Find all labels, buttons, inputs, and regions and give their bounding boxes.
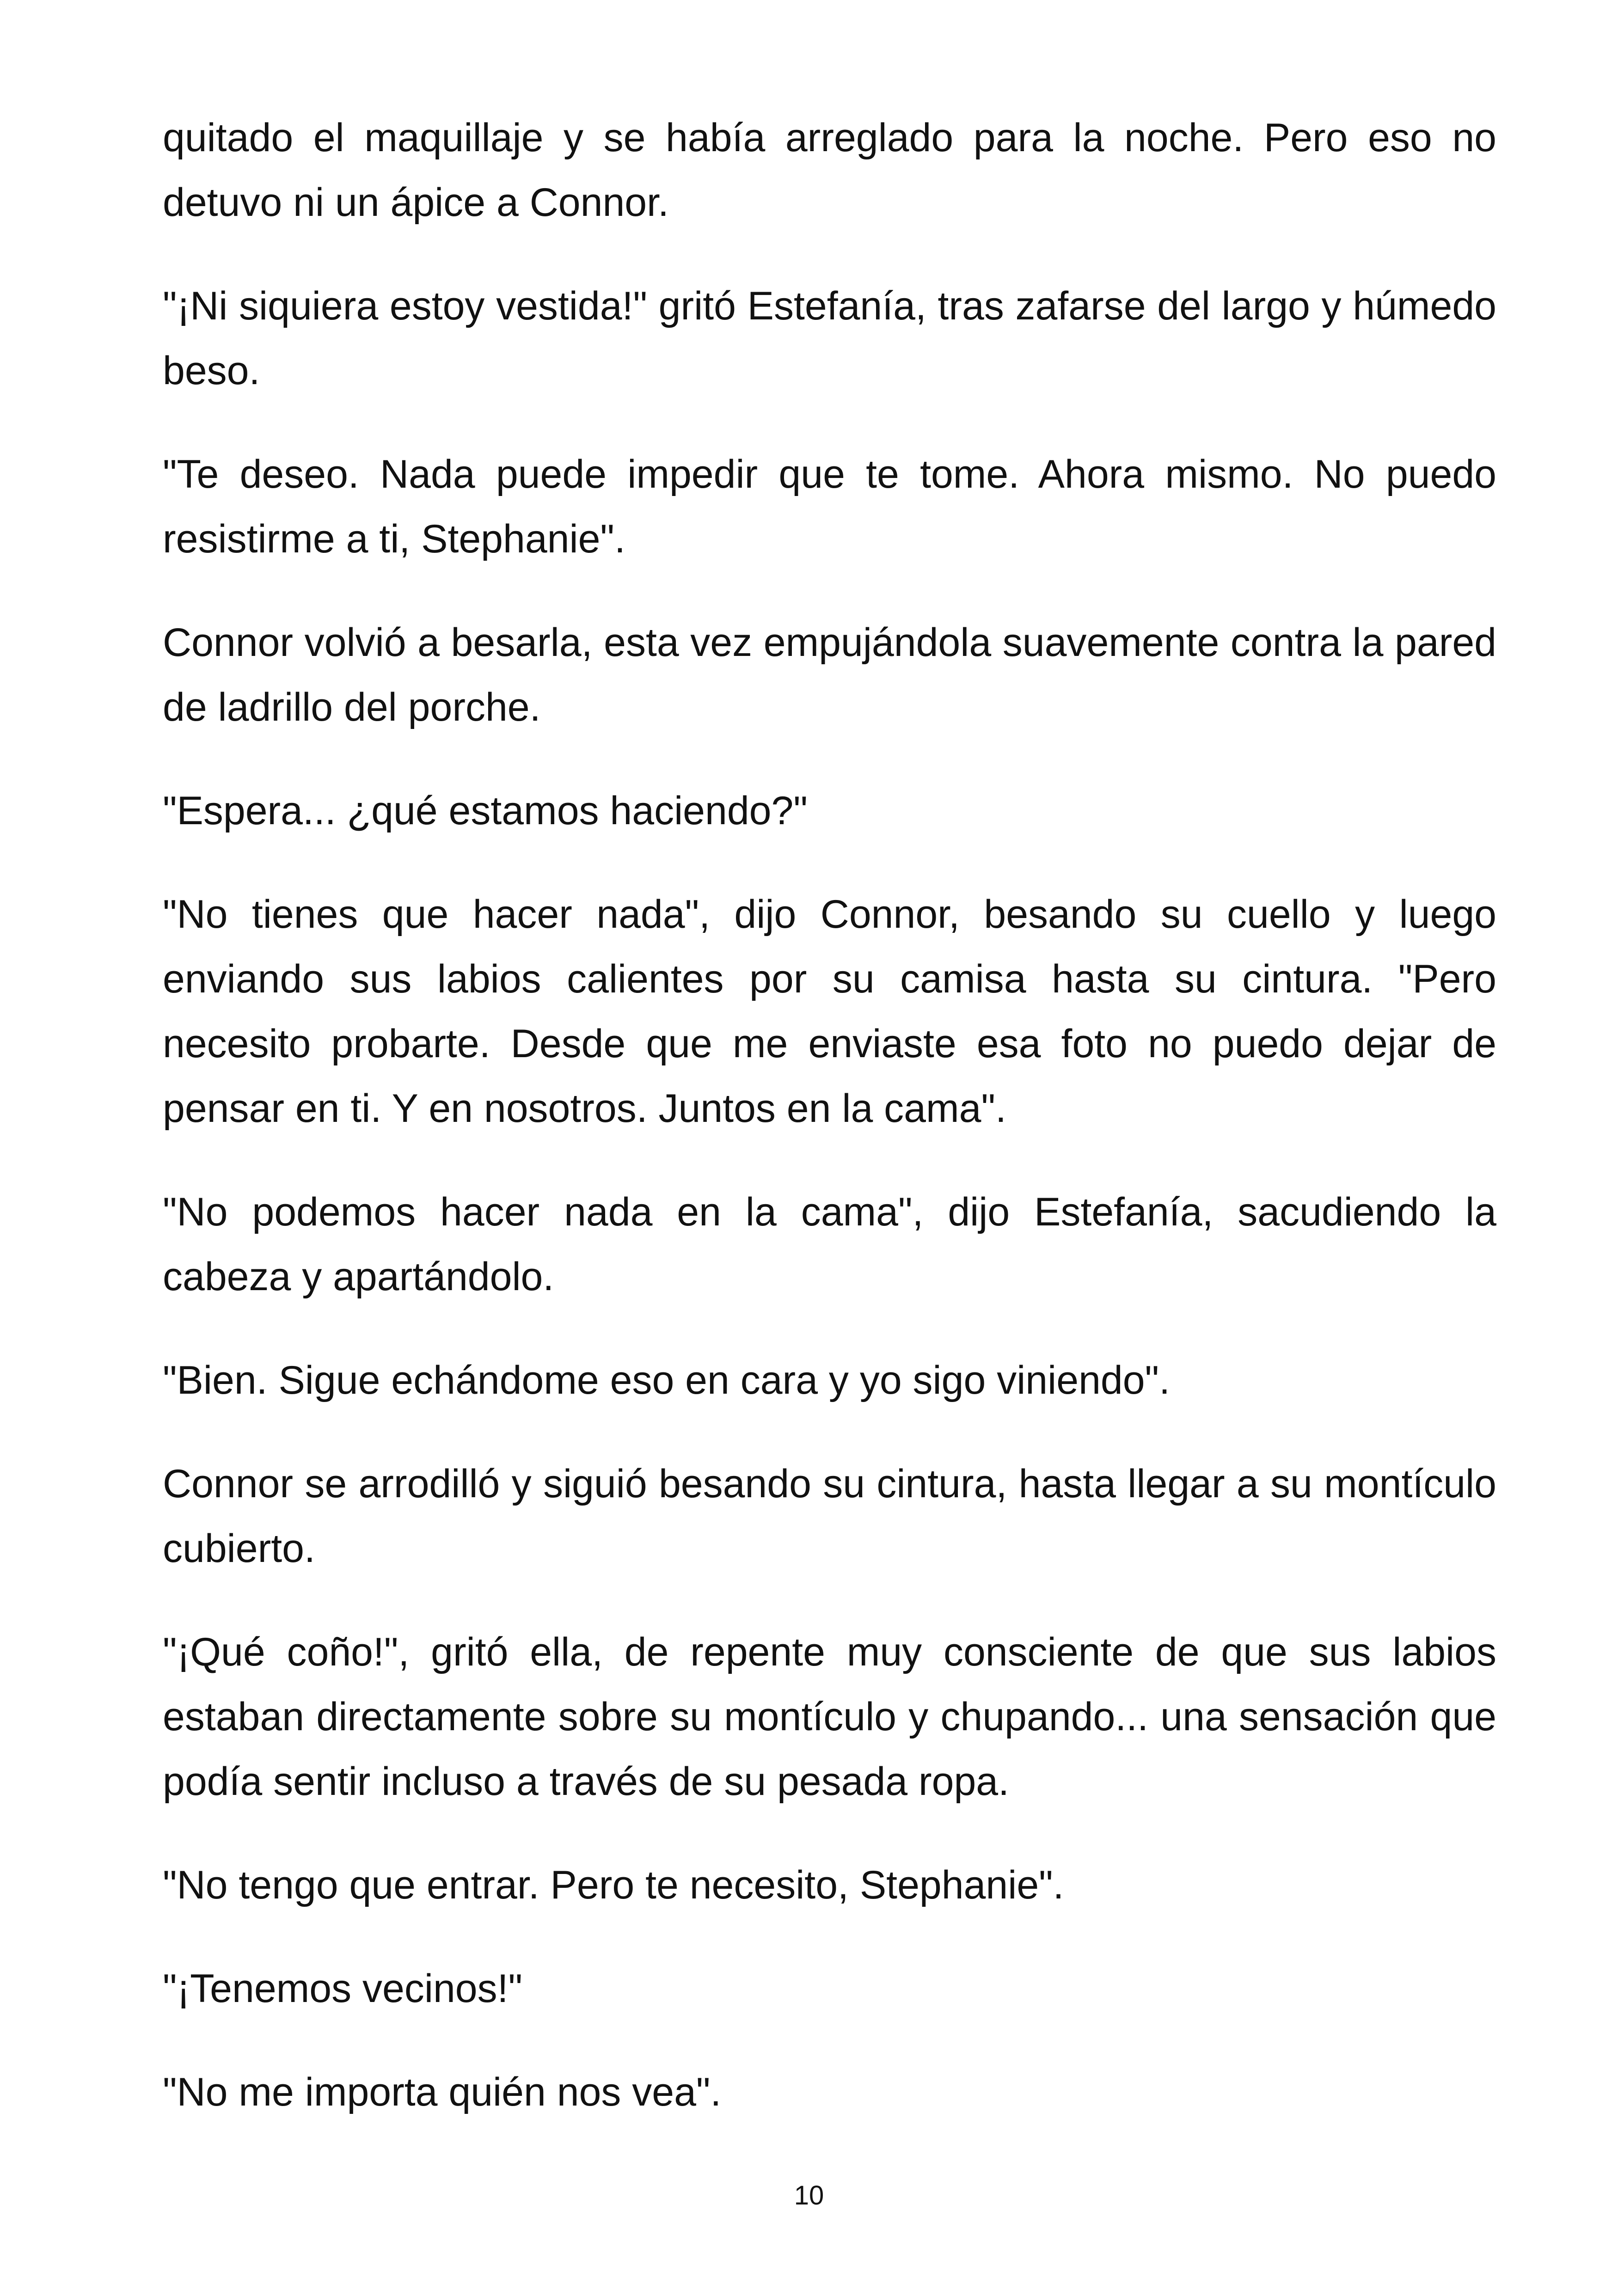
page-body bbox=[163, 105, 1496, 2163]
paragraph: "No podemos hacer nada en la cama", dijo Estefanía, sacudiendo la cabeza y apartándolo. bbox=[163, 1190, 1496, 1299]
paragraph: "Bien. Sigue echándome eso en cara y yo sigo viniendo". bbox=[163, 1358, 1170, 1402]
paragraph: "No me importa quién nos vea". bbox=[163, 2070, 722, 2114]
paragraph: "No tienes que hacer nada", dijo Connor, besando su cuello y luego enviando sus labios calientes por su camisa hasta su cintura. "Pero necesito probarte. Desde que me enviaste esa foto no puedo dejar de pensar en ti. Y en nosotros. Juntos en la cama". bbox=[163, 892, 1496, 1131]
paragraph: quitado el maquillaje y se había arreglado para la noche. Pero eso no detuvo ni un ápice a Connor. bbox=[163, 116, 1496, 225]
paragraph: Connor volvió a besarla, esta vez empujándola suavemente contra la pared de ladrillo del porche. bbox=[163, 620, 1496, 729]
paragraph: "¡Qué coño!", gritó ella, de repente muy consciente de que sus labios estaban directamente sobre su montículo y chupando... una sensación que podía sentir incluso a través de su pesada ropa. bbox=[163, 1630, 1496, 1804]
paragraph: "¡Tenemos vecinos!" bbox=[163, 1966, 523, 2011]
paragraph: "Espera... ¿qué estamos haciendo?" bbox=[163, 789, 808, 833]
paragraph: Connor se arrodilló y siguió besando su cintura, hasta llegar a su montículo cubierto. bbox=[163, 1462, 1496, 1571]
paragraph: "No tengo que entrar. Pero te necesito, Stephanie". bbox=[163, 1863, 1064, 1907]
paragraph: "¡Ni siquiera estoy vestida!" gritó Estefanía, tras zafarse del largo y húmedo beso. bbox=[163, 284, 1496, 393]
paragraph: "Te deseo. Nada puede impedir que te tome. Ahora mismo. No puedo resistirme a ti, Stephanie". bbox=[163, 452, 1496, 561]
page-number: 10 bbox=[794, 2180, 824, 2210]
